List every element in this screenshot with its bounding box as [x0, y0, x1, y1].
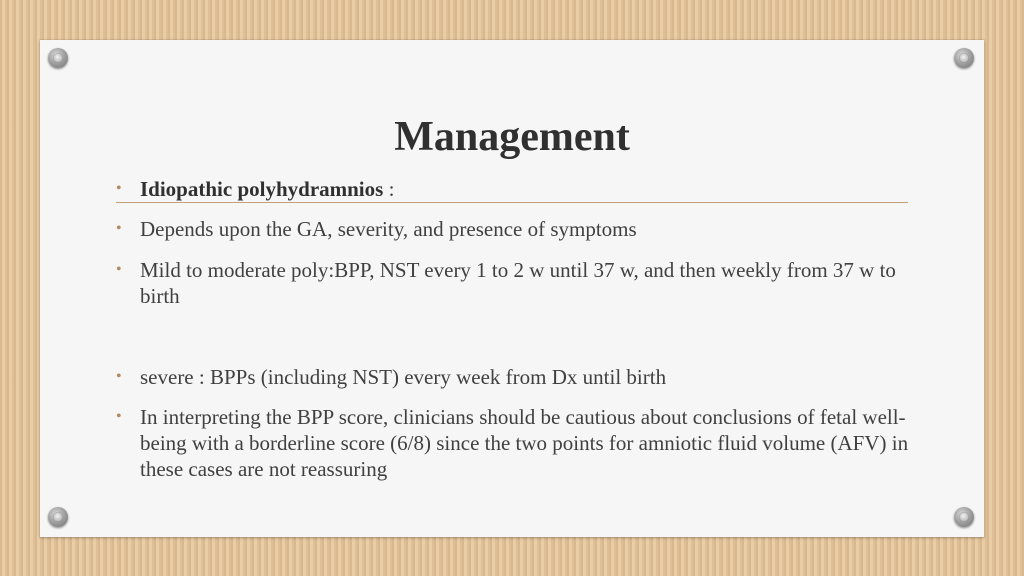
bullet-icon: • [116, 368, 122, 385]
bullet-icon: • [116, 180, 122, 197]
pin-icon [48, 48, 68, 68]
bullet-suffix: : [383, 177, 395, 201]
bullet-text: Depends upon the GA, severity, and presence of symptoms [140, 217, 637, 241]
divider [116, 202, 908, 203]
slide-title: Management [394, 114, 630, 160]
bullet-item [116, 176, 916, 202]
bullet-text: severe : BPPs (including NST) every week from Dx until birth [140, 365, 667, 389]
bullet-icon: • [116, 220, 122, 237]
pin-icon [954, 48, 974, 68]
pin-icon [954, 507, 974, 527]
bullet-text: Mild to moderate poly:BPP, NST every 1 to 2 w until 37 w, and then weekly from 37 w to birth [140, 258, 896, 308]
bullet-icon: • [116, 408, 122, 425]
pin-icon [48, 507, 68, 527]
slide-card [40, 40, 984, 537]
bullet-item [116, 404, 916, 482]
bullet-icon: • [116, 261, 122, 278]
bullet-item [116, 364, 916, 390]
bullet-item [116, 257, 916, 309]
bullet-text [116, 176, 916, 202]
bullet-text: In interpreting the BPP score, clinicians should be cautious about conclusions of fetal well-being with a borderline score (6/8) since the two points for amniotic fluid volume (AFV) in these cases are not reassuring [140, 405, 909, 481]
bullet-item [116, 216, 916, 242]
bullet-bold-text: Idiopathic polyhydramnios [140, 177, 384, 201]
